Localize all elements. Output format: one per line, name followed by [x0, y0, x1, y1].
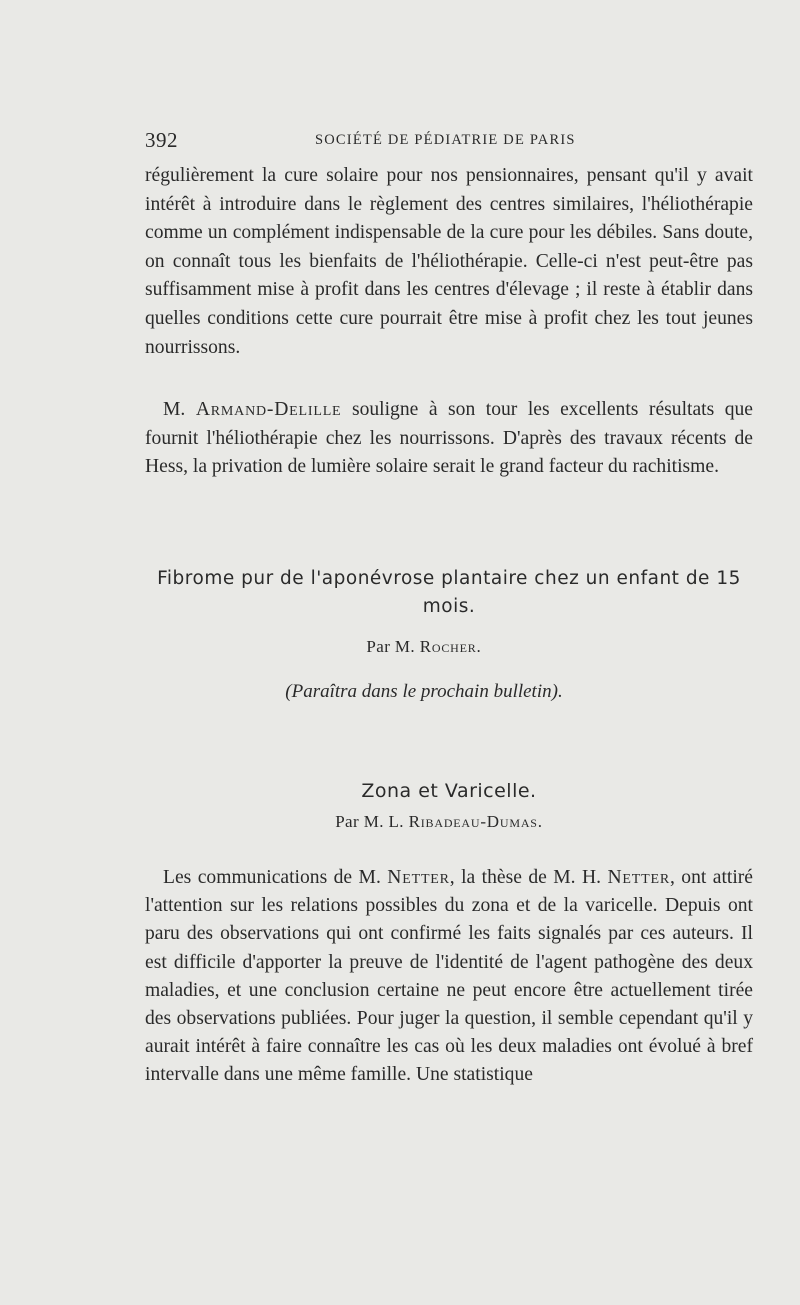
paragraph-heliotherapie: régulièrement la cure solaire pour nos pensionnaires, pensant qu'il y avait intérêt à introduire dans le règlement des centres similaires, l'héliothérapie comme un complément indispensable de la cure pour les débiles. Sans doute, on connaît tous les bienfaits de l'héliothérapie. Celle-ci n'est peut-être pas suffisamment mise à profit dans les centres d'élevage ; il reste à établir dans quelles conditions cette cure pourrait être mise à profit chez les tout jeunes nourrissons. [145, 165, 753, 358]
author-name-netter: Netter [607, 867, 670, 888]
byline-author: Rocher. [419, 637, 482, 656]
text-segment: , la thèse de M. H. [449, 867, 602, 888]
paragraph-zona-varicelle [145, 864, 753, 1090]
author-prefix: M. [163, 399, 186, 420]
text-segment: , ont attiré l'attention sur les relations possibles du zona et de la varicelle. Depuis ont paru des observations qui ont confirmé les faits signalés par ces auteurs. Il est difficile d'apporter la preuve de l'identité de l'agent pathogène des deux maladies, et une conclusion certaine ne peut encore être actuellement tirée des observations publiées. Pour juger la question, il semble cependant qu'il y aurait intérêt à faire connaître les cas où les deux maladies ont évolué à bref intervalle dans une même famille. Une statistique [145, 867, 754, 1086]
article-title-zona: Zona et Varicelle. [361, 780, 537, 802]
page-number: 392 [145, 128, 178, 152]
paragraph-armand-delille [145, 396, 753, 482]
running-head: SOCIÉTÉ DE PÉDIATRIE DE PARIS [315, 132, 576, 148]
author-name: Armand-Delille [195, 399, 342, 420]
publication-note: (Paraîtra dans le prochain bulletin). [285, 681, 563, 702]
page-header [145, 128, 755, 152]
byline-rocher [120, 637, 728, 657]
byline-author: Ribadeau-Dumas. [408, 812, 543, 831]
text-segment: Les communications de M. [163, 867, 381, 888]
paragraph-text: souligne à son tour les excellents résultats que fournit l'héliothérapie chez les nourrissons. D'après des travaux récents de Hess, la privation de lumière solaire serait le grand facteur du rachitisme. [145, 399, 754, 478]
article-title-fibrome: Fibrome pur de l'aponévrose plantaire chez un enfant de 15 mois. [157, 568, 741, 617]
byline-prefix: Par M. [366, 637, 416, 656]
author-name-netter: Netter [387, 867, 450, 888]
byline-prefix: Par M. L. [335, 812, 404, 831]
byline-ribadeau-dumas [135, 812, 743, 832]
